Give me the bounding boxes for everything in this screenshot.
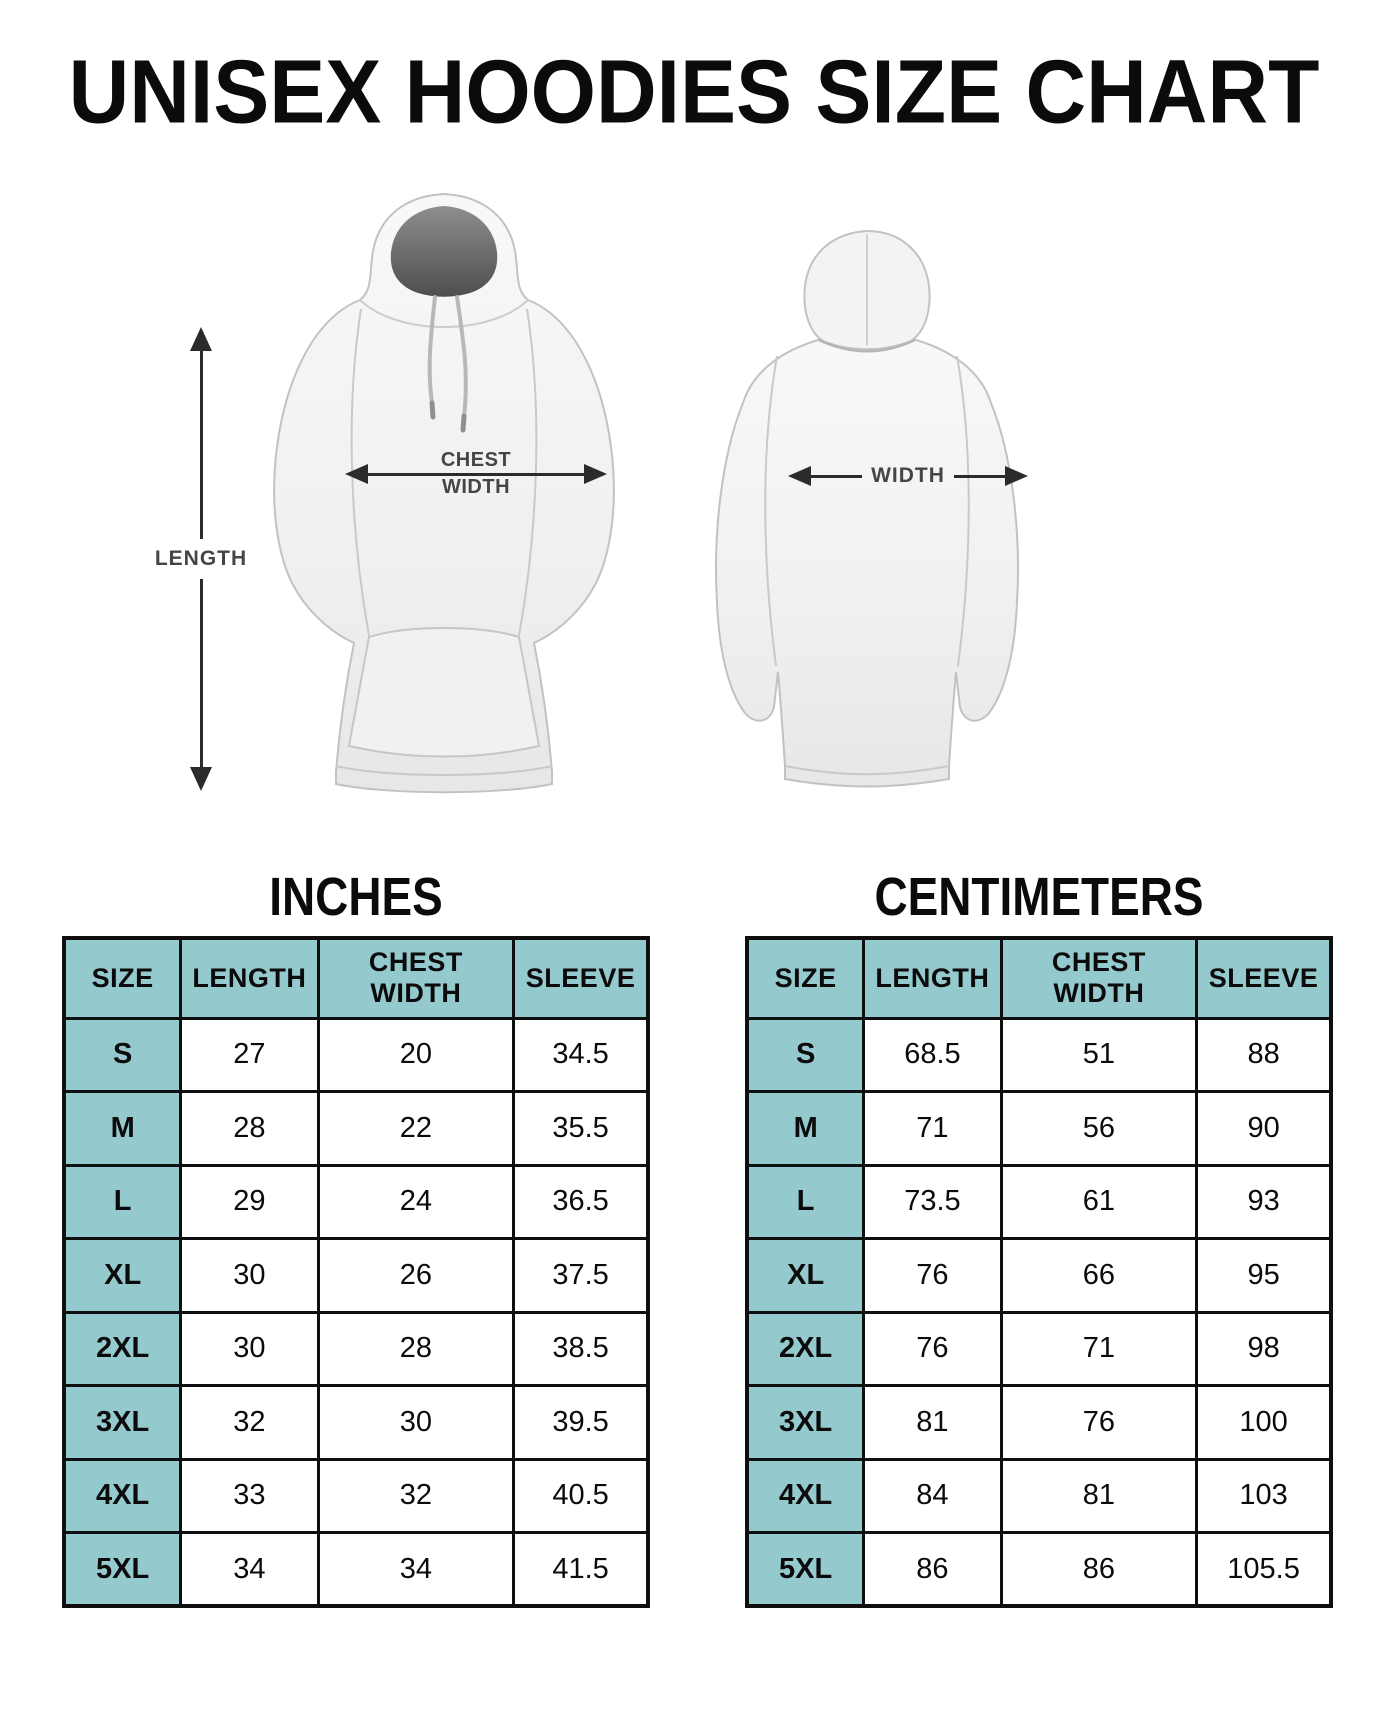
value-cell: 32 [318,1459,514,1533]
arrow-down-icon [190,767,212,791]
value-cell: 40.5 [514,1459,648,1533]
arrow-right-icon [584,464,607,484]
size-cell: 3XL [64,1386,181,1460]
column-header: LENGTH [181,938,318,1018]
value-cell: 81 [864,1386,1001,1460]
value-cell: 34 [318,1533,514,1607]
value-cell: 76 [864,1239,1001,1313]
hoodie-back-image [693,228,1041,794]
length-label: LENGTH [153,539,249,579]
size-cell: L [747,1165,864,1239]
size-cell: M [64,1092,181,1166]
value-cell: 29 [181,1165,318,1239]
table-row [747,1092,1331,1166]
table-row [64,1459,648,1533]
chest-width-label-line2: WIDTH [441,476,511,498]
value-cell: 100 [1197,1386,1331,1460]
value-cell: 66 [1001,1239,1197,1313]
value-cell: 90 [1197,1092,1331,1166]
value-cell: 26 [318,1239,514,1313]
size-cell: M [747,1092,864,1166]
table-row [64,1312,648,1386]
page-title: UNISEX HOODIES SIZE CHART [68,41,1320,142]
value-cell: 39.5 [514,1386,648,1460]
value-cell: 51 [1001,1018,1197,1092]
value-cell: 68.5 [864,1018,1001,1092]
value-cell: 38.5 [514,1312,648,1386]
value-cell: 37.5 [514,1239,648,1313]
table-row [64,1165,648,1239]
table-row [64,1018,648,1092]
value-cell: 76 [864,1312,1001,1386]
value-cell: 41.5 [514,1533,648,1607]
value-cell: 71 [864,1092,1001,1166]
value-cell: 30 [318,1386,514,1460]
arrow-up-icon [190,327,212,351]
size-cell: 4XL [64,1459,181,1533]
value-cell: 76 [1001,1386,1197,1460]
table-row [747,1165,1331,1239]
back-width-arrow-line [811,475,862,478]
header-row [747,938,1331,1018]
column-header: SLEEVE [1197,938,1331,1018]
length-arrow [154,327,248,791]
size-cell: 5XL [747,1533,864,1607]
size-cell: 5XL [64,1533,181,1607]
value-cell: 73.5 [864,1165,1001,1239]
value-cell: 27 [181,1018,318,1092]
table-row [64,1533,648,1607]
size-cell: S [64,1018,181,1092]
chest-width-arrow [345,449,607,498]
value-cell: 105.5 [1197,1533,1331,1607]
size-cell: L [64,1165,181,1239]
table-row [64,1386,648,1460]
hoodie-measurement-figure [0,0,1388,830]
back-width-label: WIDTH [871,464,945,487]
arrow-left-icon [788,466,811,486]
value-cell: 36.5 [514,1165,648,1239]
table-row [747,1018,1331,1092]
column-header: SIZE [64,938,181,1018]
value-cell: 81 [1001,1459,1197,1533]
value-cell: 20 [318,1018,514,1092]
value-cell: 34 [181,1533,318,1607]
value-cell: 84 [864,1459,1001,1533]
table-row [747,1386,1331,1460]
size-cell: 2XL [64,1312,181,1386]
value-cell: 30 [181,1312,318,1386]
value-cell: 86 [864,1533,1001,1607]
column-header: LENGTH [864,938,1001,1018]
value-cell: 95 [1197,1239,1331,1313]
value-cell: 103 [1197,1459,1331,1533]
size-cell: S [747,1018,864,1092]
back-width-arrow [788,465,1028,487]
size-table-centimeters [745,936,1333,1608]
column-header: CHEST WIDTH [318,938,514,1018]
value-cell: 71 [1001,1312,1197,1386]
value-cell: 98 [1197,1312,1331,1386]
chest-width-label [441,447,511,501]
column-header: SIZE [747,938,864,1018]
size-cell: XL [64,1239,181,1313]
value-cell: 30 [181,1239,318,1313]
value-cell: 35.5 [514,1092,648,1166]
table-row [747,1239,1331,1313]
size-table-inches [62,936,650,1608]
table-row [64,1092,648,1166]
chest-width-label-line1: CHEST [440,449,512,471]
header-row [64,938,648,1018]
size-cell: XL [747,1239,864,1313]
arrow-right-icon [1005,466,1028,486]
table-row [747,1459,1331,1533]
value-cell: 56 [1001,1092,1197,1166]
centimeters-section [745,866,1333,1608]
size-cell: 2XL [747,1312,864,1386]
value-cell: 93 [1197,1165,1331,1239]
table-row [747,1312,1331,1386]
value-cell: 28 [318,1312,514,1386]
value-cell: 24 [318,1165,514,1239]
arrow-left-icon [345,464,368,484]
size-cell: 3XL [747,1386,864,1460]
value-cell: 86 [1001,1533,1197,1607]
value-cell: 61 [1001,1165,1197,1239]
table-row [747,1533,1331,1607]
value-cell: 32 [181,1386,318,1460]
value-cell: 22 [318,1092,514,1166]
value-cell: 33 [181,1459,318,1533]
size-cell: 4XL [747,1459,864,1533]
back-width-arrow-line [954,475,1005,478]
table-title: CENTIMETERS [874,867,1204,927]
value-cell: 88 [1197,1018,1331,1092]
column-header: CHEST WIDTH [1001,938,1197,1018]
inches-section [62,866,650,1608]
column-header: SLEEVE [514,938,648,1018]
table-row [64,1239,648,1313]
table-title: INCHES [269,867,443,927]
value-cell: 28 [181,1092,318,1166]
value-cell: 34.5 [514,1018,648,1092]
